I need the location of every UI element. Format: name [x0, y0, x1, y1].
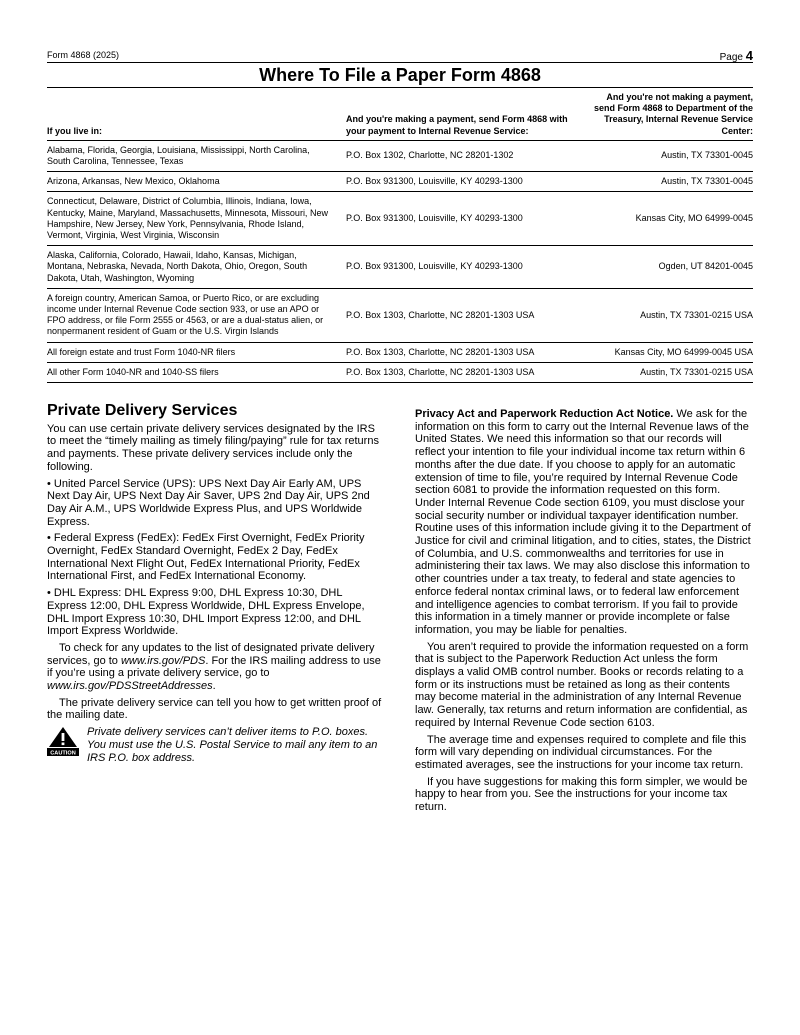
table-row	[47, 342, 753, 362]
cell-service-center: Austin, TX 73301-0215 USA	[584, 362, 753, 382]
pds-bullet-fedex: • Federal Express (FedEx): FedEx First Overnight, FedEx Priority Overnight, FedEx Standard Overnight, FedEx 2 Day, FedEx International Next Flight Out, FedEx International Priority, FedEx International First, and FedEx International Economy.	[47, 532, 365, 583]
page-title: Where To File a Paper Form 4868	[259, 65, 541, 85]
page-header	[47, 48, 753, 62]
page-number: 4	[745, 48, 753, 63]
caution-note	[47, 726, 384, 764]
cell-payment-address: P.O. Box 1303, Charlotte, NC 28201-1303 USA	[334, 362, 584, 382]
title-bar	[47, 62, 753, 88]
cell-locations: Arizona, Arkansas, New Mexico, Oklahoma	[47, 172, 334, 192]
where-to-file-table	[47, 90, 753, 383]
table-row	[47, 288, 753, 342]
privacy-paragraph-4: If you have suggestions for making this form simpler, we would be happy to hear from you. See the instructions for your income tax return.	[415, 775, 748, 814]
pds-updates	[47, 642, 384, 693]
cell-payment-address: P.O. Box 1303, Charlotte, NC 28201-1303 USA	[334, 342, 584, 362]
cell-service-center: Austin, TX 73301-0045	[584, 172, 753, 192]
table-row	[47, 192, 753, 246]
pds-updates-text-b: . For the IRS mailing address to use if you’re using a private delivery service, go to	[47, 654, 381, 680]
pds-street-addresses-link[interactable]: www.irs.gov/PDSStreetAddresses	[47, 680, 213, 693]
caution-text: Private delivery services can’t deliver items to P.O. boxes. You must use the U.S. Postal Service to mail any item to an IRS P.O. box address.	[87, 726, 378, 764]
privacy-paragraph-3: The average time and expenses required to complete and file this form will vary depending on individual circumstances. For the estimated averages, see the instructions for your income tax return.	[415, 733, 747, 771]
caution-icon	[47, 726, 79, 756]
cell-service-center: Kansas City, MO 64999-0045	[584, 192, 753, 246]
cell-locations: Connecticut, Delaware, District of Columbia, Illinois, Indiana, Iowa, Kentucky, Maine, Maryland, Massachusetts, Minnesota, Missouri, New Hampshire, New Jersey, New York, Pennsylvania, Rhode Island, Vermont, Virginia, West Virginia, Wisconsin	[47, 192, 334, 246]
cell-payment-address: P.O. Box 931300, Louisville, KY 40293-1300	[334, 246, 584, 289]
form-label: Form 4868 (2025)	[47, 50, 120, 60]
header-without-payment: And you're not making a payment, send Form 4868 to Department of the Treasury, Internal Revenue Service Center:	[584, 90, 753, 140]
page-label: Page	[719, 52, 743, 63]
pds-bullet-dhl: • DHL Express: DHL Express 9:00, DHL Express 10:30, DHL Express 12:00, DHL Express Worldwide, DHL Express Envelope, DHL Import Express 10:30, DHL Import Express 12:00, and DHL Import Express Worldwide.	[47, 587, 365, 638]
table-row	[47, 172, 753, 192]
cell-payment-address: P.O. Box 931300, Louisville, KY 40293-1300	[334, 172, 584, 192]
cell-payment-address: P.O. Box 1302, Charlotte, NC 28201-1302	[334, 140, 584, 171]
pds-intro: You can use certain private delivery services designated by the IRS to meet the “timely mailing as timely filing/paying” rule for tax returns and payments. These private delivery services include only the following.	[47, 422, 379, 473]
caution-label: CAUTION	[50, 750, 76, 757]
table-row	[47, 246, 753, 289]
privacy-notice-section	[415, 408, 753, 818]
pds-updates-text-c: .	[212, 680, 216, 693]
cell-locations: Alabama, Florida, Georgia, Louisiana, Mississippi, North Carolina, South Carolina, Tennessee, Texas	[47, 140, 334, 171]
privacy-heading: Privacy Act and Paperwork Reduction Act Notice.	[415, 408, 674, 420]
cell-locations: All foreign estate and trust Form 1040-NR filers	[47, 342, 334, 362]
pds-heading: Private Delivery Services	[47, 402, 238, 419]
privacy-paragraph-1	[415, 408, 753, 637]
cell-payment-address: P.O. Box 1303, Charlotte, NC 28201-1303 USA	[334, 288, 584, 342]
pds-updates-text-a: To check for any updates to the list of designated private delivery services, go to	[47, 641, 375, 667]
cell-locations: All other Form 1040-NR and 1040-SS filers	[47, 362, 334, 382]
private-delivery-section	[47, 402, 384, 764]
cell-service-center: Ogden, UT 84201-0045	[584, 246, 753, 289]
table-row	[47, 140, 753, 171]
cell-service-center: Austin, TX 73301-0045	[584, 140, 753, 171]
pds-bullet-ups: • United Parcel Service (UPS): UPS Next Day Air Early AM, UPS Next Day Air, UPS Next Day Air Saver, UPS 2nd Day Air, UPS 2nd Day Air A.M., UPS Worldwide Express Plus, and UPS Worldwide Express.	[47, 477, 370, 528]
header-live-in: If you live in:	[47, 90, 334, 140]
cell-locations: Alaska, California, Colorado, Hawaii, Idaho, Kansas, Michigan, Montana, Nebraska, Nevada, North Dakota, Ohio, Oregon, South Dakota, Utah, Washington, Wyoming	[47, 246, 334, 289]
cell-service-center: Austin, TX 73301-0215 USA	[584, 288, 753, 342]
pds-link[interactable]: www.irs.gov/PDS	[120, 654, 206, 667]
cell-service-center: Kansas City, MO 64999-0045 USA	[584, 342, 753, 362]
table-header-row	[47, 90, 753, 140]
pds-proof: The private delivery service can tell you how to get written proof of the mailing date.	[47, 696, 382, 722]
header-with-payment: And you're making a payment, send Form 4868 with your payment to Internal Revenue Service:	[334, 90, 584, 140]
cell-payment-address: P.O. Box 931300, Louisville, KY 40293-1300	[334, 192, 584, 246]
page-number-label	[720, 48, 753, 63]
privacy-paragraph-2: You aren’t required to provide the information requested on a form that is subject to the Paperwork Reduction Act unless the form displays a valid OMB control number. Books or records relating to a form or its instructions must be retained as long as their contents may become material in the administration of any Internal Revenue law. Generally, tax returns and return information are confidential, as required by Internal Revenue Code section 6103.	[415, 640, 749, 729]
table-row	[47, 362, 753, 382]
cell-locations: A foreign country, American Samoa, or Puerto Rico, or are excluding income under Internal Revenue Code section 933, or use an APO or FPO address, or file Form 2555 or 4563, or are a dual-status alien, or nonpermanent resident of Guam or the U.S. Virgin Islands	[47, 288, 334, 342]
privacy-text-1: We ask for the information on this form to carry out the Internal Revenue laws of the United States. We need this information so that our records will reflect your intention to file your individual income tax return within 6 months after the due date. If you choose to apply for an automatic extension of time to file, you’re required by Internal Revenue Code section 6081 to provide the information requested on this form. Under Internal Revenue Code section 6109, you must disclose your social security number or individual taxpayer identification number. Routine uses of this information include giving it to the Department of Justice for civil and criminal litigation, and to cities, states, the District of Columbia, and U.S. commonwealths and territories for use in administering their tax laws. We may also disclose this information to other countries under a tax treaty, to federal and state agencies to enforce federal nontax criminal laws, or to federal law enforcement and intelligence agencies to combat terrorism. If you fail to provide this information in a timely manner or provide incomplete or false information, you may be liable for penalties.	[415, 408, 751, 636]
